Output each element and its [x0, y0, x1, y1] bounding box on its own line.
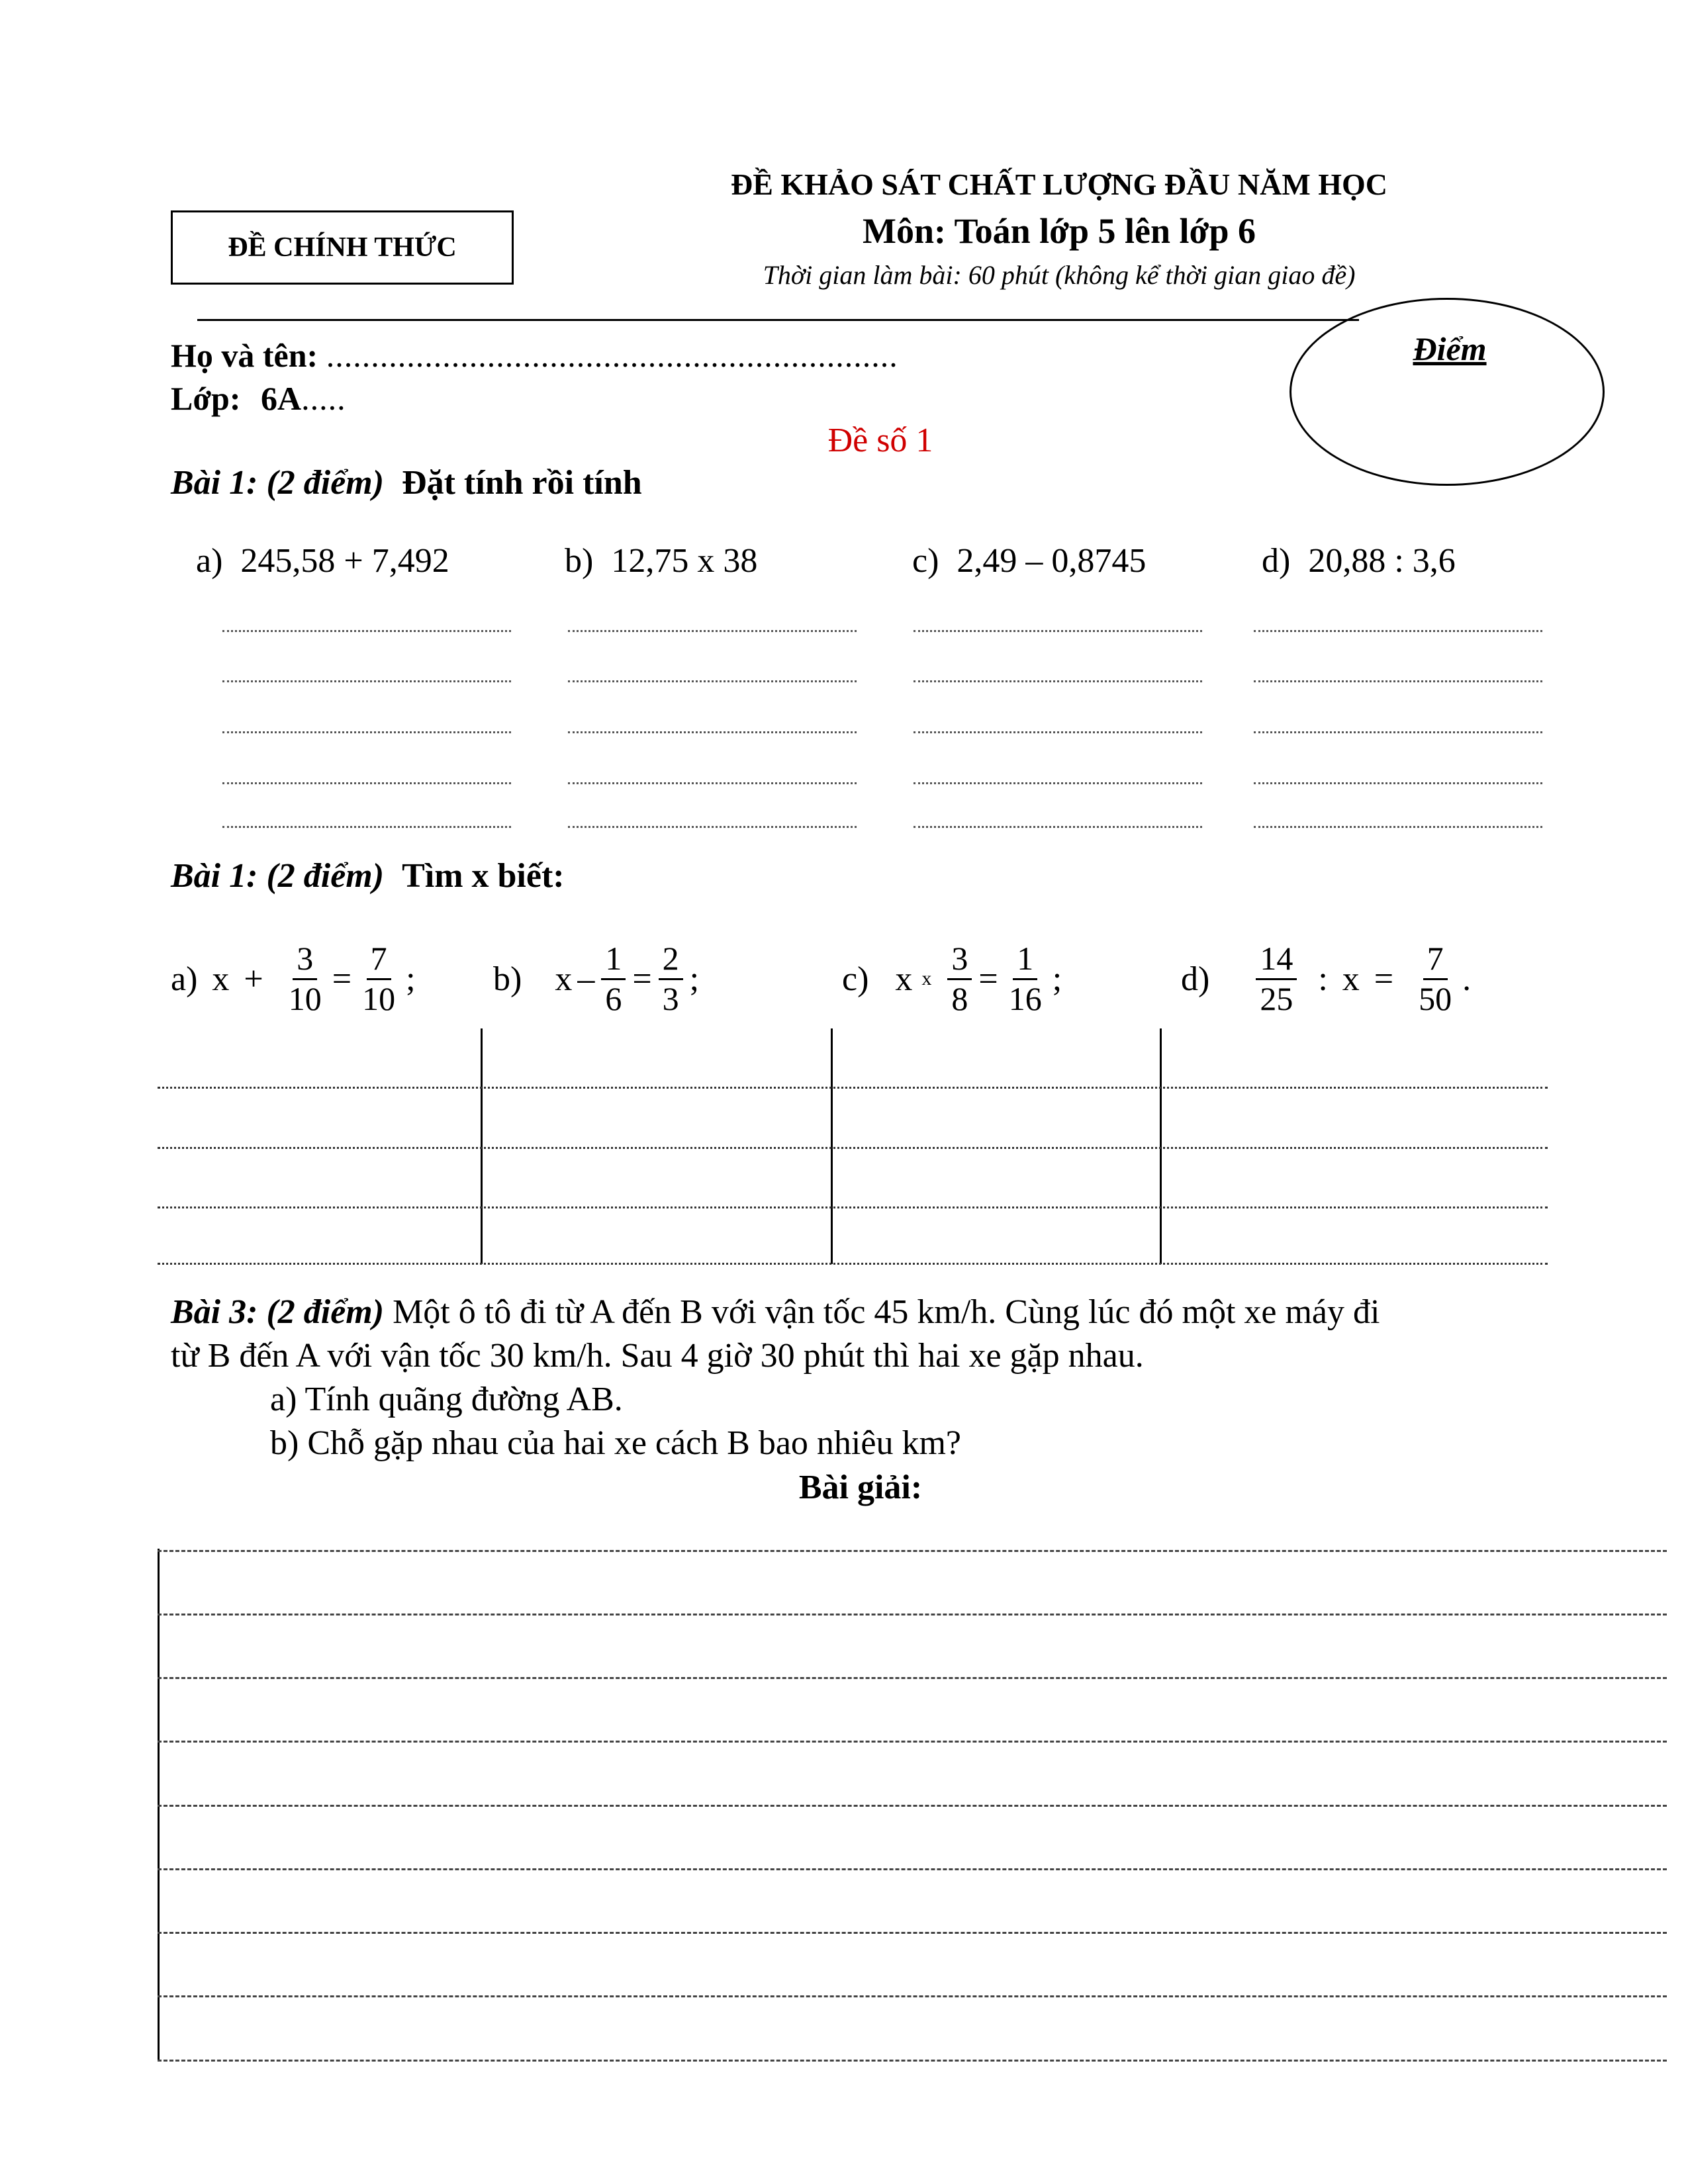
- answer-line[interactable]: [1254, 680, 1542, 682]
- answer-line[interactable]: [158, 1741, 1667, 1743]
- answer-line[interactable]: [158, 1805, 1667, 1807]
- part1-item-b: [565, 541, 757, 580]
- answer-line[interactable]: [222, 782, 511, 784]
- answer-line[interactable]: [158, 2060, 1667, 2062]
- denominator: 8: [951, 979, 968, 1017]
- denominator: 6: [605, 979, 622, 1017]
- grid-divider: [831, 1028, 833, 1264]
- time-note: Thời gian làm bài: 60 phút (không kể thời gian giao đề): [763, 260, 1356, 290]
- answer-line[interactable]: [158, 1147, 1548, 1149]
- part3-text: [171, 1291, 1561, 1465]
- answer-line[interactable]: [1254, 630, 1542, 632]
- part1-item-c: [912, 541, 1146, 580]
- denominator: 10: [362, 979, 396, 1017]
- answer-line[interactable]: [914, 782, 1202, 784]
- part1-item-d: [1262, 541, 1456, 580]
- answer-line[interactable]: [158, 1550, 1667, 1552]
- variable-x: x: [212, 960, 230, 998]
- part1-item-a: [196, 541, 449, 580]
- answer-line[interactable]: [914, 826, 1202, 828]
- multiply-operator: x: [921, 968, 932, 989]
- student-name-row[interactable]: [171, 336, 898, 375]
- answer-line[interactable]: [568, 731, 857, 733]
- fraction: [358, 940, 399, 1018]
- terminator: .: [1462, 960, 1472, 998]
- answer-line[interactable]: [568, 826, 857, 828]
- answer-line[interactable]: [1254, 731, 1542, 733]
- part3-title: Bài 3: (2 điểm): [171, 1293, 385, 1331]
- answer-line[interactable]: [158, 1206, 1548, 1208]
- variable-x: x: [895, 960, 913, 998]
- answer-line[interactable]: [158, 1614, 1667, 1615]
- answer-line[interactable]: [222, 826, 511, 828]
- part2-title: Bài 1: (2 điểm): [171, 857, 385, 895]
- fraction: [285, 940, 326, 1018]
- equals: =: [978, 960, 998, 998]
- item-expr: 20,88 : 3,6: [1308, 542, 1456, 580]
- denominator: 3: [662, 979, 679, 1017]
- part2-instruction: Tìm x biết:: [402, 857, 565, 895]
- student-class-row[interactable]: [171, 379, 346, 418]
- official-label: ĐỀ CHÍNH THỨC: [228, 232, 457, 263]
- fraction: [1256, 940, 1297, 1018]
- answer-line[interactable]: [914, 731, 1202, 733]
- part2-item-d: [1181, 940, 1471, 1018]
- fraction: [659, 940, 683, 1018]
- item-label: a): [171, 960, 198, 998]
- grid-divider: [1160, 1028, 1162, 1264]
- answer-line[interactable]: [158, 1263, 1548, 1265]
- answer-line[interactable]: [222, 680, 511, 682]
- denominator: 25: [1260, 979, 1293, 1017]
- equals: =: [1374, 960, 1394, 998]
- header-divider: [197, 319, 1359, 321]
- terminator: ;: [1052, 960, 1062, 998]
- part3-line1: [171, 1291, 1561, 1334]
- item-label: b): [493, 960, 522, 998]
- part1-instruction: Đặt tính rồi tính: [402, 464, 642, 502]
- answer-line[interactable]: [568, 782, 857, 784]
- answer-line[interactable]: [568, 680, 857, 682]
- numerator: 3: [947, 940, 972, 980]
- answer-line[interactable]: [568, 630, 857, 632]
- class-dots: .....: [301, 380, 346, 417]
- variable-x: x: [1342, 960, 1360, 998]
- answer-line[interactable]: [222, 630, 511, 632]
- item-expr: 245,58 + 7,492: [240, 542, 449, 580]
- part2-heading: [171, 856, 565, 895]
- denominator: 50: [1419, 979, 1452, 1017]
- answer-line[interactable]: [158, 1995, 1667, 1997]
- denominator: 16: [1008, 979, 1042, 1017]
- answer-line[interactable]: [914, 630, 1202, 632]
- exam-number: Đề số 1: [827, 422, 933, 459]
- fraction: [1415, 940, 1456, 1018]
- numerator: 7: [1423, 940, 1448, 980]
- answer-line[interactable]: [158, 1932, 1667, 1934]
- numerator: 3: [293, 940, 317, 980]
- operator: :: [1318, 960, 1328, 998]
- answer-line[interactable]: [158, 1087, 1548, 1089]
- denominator: 10: [288, 979, 322, 1017]
- item-label: d): [1181, 960, 1210, 998]
- numerator: 1: [1013, 940, 1037, 980]
- score-oval: [1289, 298, 1605, 486]
- subject-title: Môn: Toán lớp 5 lên lớp 6: [863, 211, 1256, 251]
- item-label: a): [196, 542, 223, 580]
- variable-x: x: [555, 960, 573, 998]
- official-label-box: [171, 210, 514, 285]
- part3-text-line2: từ B đến A với vận tốc 30 km/h. Sau 4 giờ 30 phút thì hai xe gặp nhau.: [171, 1337, 1144, 1375]
- part3-question-a: a) Tính quãng đường AB.: [270, 1381, 623, 1418]
- operator: –: [577, 960, 595, 998]
- part1-heading: [171, 463, 642, 502]
- part2-item-c: [842, 940, 1062, 1018]
- numerator: 7: [367, 940, 391, 980]
- class-value: 6A: [261, 380, 302, 417]
- part2-item-a: [171, 940, 416, 1018]
- fraction: [1005, 940, 1046, 1018]
- name-dots: ................................................................: [326, 337, 898, 374]
- terminator: ;: [406, 960, 416, 998]
- class-label: Lớp:: [171, 380, 241, 417]
- answer-line[interactable]: [914, 680, 1202, 682]
- score-label: Điểm: [1413, 330, 1487, 367]
- part1-title: Bài 1: (2 điểm): [171, 464, 385, 502]
- operator: +: [244, 960, 263, 998]
- fraction: [601, 940, 626, 1018]
- item-label: d): [1262, 542, 1291, 580]
- item-expr: 12,75 x 38: [611, 542, 758, 580]
- fraction: [947, 940, 972, 1018]
- item-label: c): [912, 542, 939, 580]
- answer-line[interactable]: [1254, 826, 1542, 828]
- part2-item-b: [493, 940, 699, 1018]
- numerator: 14: [1256, 940, 1297, 980]
- item-label: c): [842, 960, 869, 998]
- exam-title: ĐỀ KHẢO SÁT CHẤT LƯỢNG ĐẦU NĂM HỌC: [730, 167, 1388, 201]
- answer-line[interactable]: [158, 1868, 1667, 1870]
- part3-question-b: b) Chỗ gặp nhau của hai xe cách B bao nhiêu km?: [270, 1424, 961, 1462]
- solution-label: Bài giải:: [798, 1469, 923, 1506]
- item-expr: 2,49 – 0,8745: [957, 542, 1147, 580]
- answer-line[interactable]: [158, 1677, 1667, 1679]
- name-label: Họ và tên:: [171, 337, 318, 374]
- numerator: 1: [601, 940, 626, 980]
- part3-text-line1: Một ô tô đi từ A đến B với vận tốc 45 km/h. Cùng lúc đó một xe máy đi: [393, 1293, 1380, 1331]
- answer-line[interactable]: [1254, 782, 1542, 784]
- grid-divider: [481, 1028, 483, 1264]
- item-label: b): [565, 542, 594, 580]
- answer-line[interactable]: [222, 731, 511, 733]
- equals: =: [332, 960, 352, 998]
- numerator: 2: [659, 940, 683, 980]
- equals: =: [632, 960, 652, 998]
- terminator: ;: [689, 960, 700, 998]
